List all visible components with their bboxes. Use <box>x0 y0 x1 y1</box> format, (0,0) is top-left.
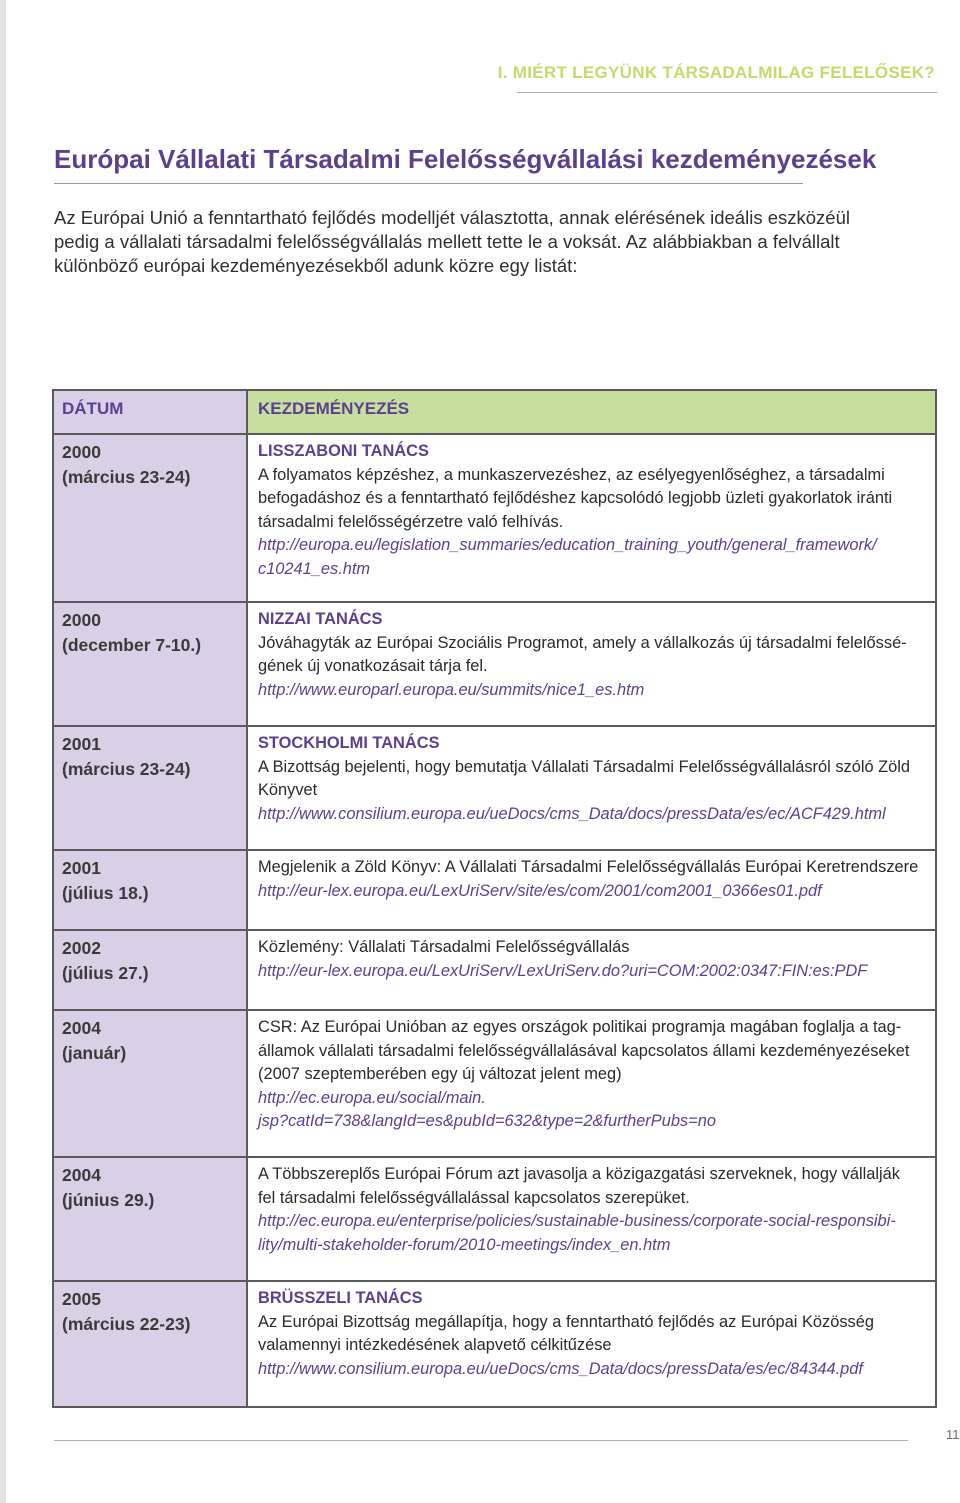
date-cell <box>54 851 248 929</box>
initiative-text: A Bizottság bejelenti, hogy bemutatja Vállalati Társadalmi Felelősségvállalásról szóló Zöld <box>258 757 911 776</box>
chapter-rule <box>517 92 937 93</box>
initiative-link[interactable]: http://eur-lex.europa.eu/LexUriServ/LexUriServ.do?uri=COM:2002:0347:FIN:es:PDF <box>258 961 868 980</box>
table-header <box>54 391 935 435</box>
initiative-link[interactable]: http://www.consilium.europa.eu/ueDocs/cms_Data/docs/pressData/es/ec/ACF429.html <box>258 804 886 823</box>
initiative-cell <box>248 727 935 849</box>
initiative-text: (2007 szeptemberében egy új változat jelent meg) <box>258 1065 622 1083</box>
date-year: 2001 <box>62 734 101 754</box>
initiative-cell <box>248 435 935 601</box>
initiative-text: Könyvet <box>258 781 318 799</box>
initiative-text: A folyamatos képzéshez, a munkaszervezéshez, az esélyegyenlőséghez, a társadalmi <box>258 465 885 484</box>
date-detail: (július 27.) <box>62 963 149 983</box>
initiative-text: társadalmi felelősségérzetre való felhívás. <box>258 512 564 531</box>
date-cell <box>54 435 248 601</box>
date-detail: (december 7-10.) <box>62 635 202 655</box>
initiative-link[interactable]: lity/multi-stakeholder-forum/2010-meetings/index_en.htm <box>258 1235 671 1254</box>
initiative-link[interactable]: jsp?catId=738&langId=es&pubId=632&type=2&furtherPubs=no <box>258 1112 716 1130</box>
date-year: 2002 <box>62 938 101 958</box>
page-number: 11 <box>946 1427 960 1442</box>
initiative-text: Jóváhagyták az Európai Szociális Programot, amely a vállalkozás új társadalmi felelőssé- <box>258 633 907 652</box>
table-row <box>54 1011 935 1158</box>
chapter-heading: I. MIÉRT LEGYÜNK TÁRSADALMILAG FELELŐSEK? <box>497 63 935 82</box>
table-row <box>54 851 935 931</box>
initiative-title: LISSZABONI TANÁCS <box>258 442 429 460</box>
date-detail: (július 18.) <box>62 883 149 903</box>
initiative-link[interactable]: http://ec.europa.eu/social/main. <box>258 1088 486 1107</box>
initiative-link[interactable]: http://ec.europa.eu/enterprise/policies/sustainable-business/corporate-social-responsibi- <box>258 1212 896 1230</box>
intro-line: Az Európai Unió a fenntartható fejlődés modelljét választotta, annak elérésének ideális eszközéül <box>54 207 850 228</box>
date-year: 2004 <box>62 1165 101 1185</box>
initiative-cell <box>248 1282 935 1406</box>
initiative-text: A Többszereplős Európai Fórum azt javasolja a közigazgatási szerveknek, hogy vállalják <box>258 1165 900 1183</box>
date-detail: (január) <box>62 1043 127 1063</box>
table-row <box>54 603 935 727</box>
initiative-text: gének új vonatkozásait tárja fel. <box>258 657 488 675</box>
date-year: 2004 <box>62 1018 101 1038</box>
date-detail: (március 22-23) <box>62 1314 191 1334</box>
date-cell <box>54 603 248 725</box>
initiative-link[interactable]: http://www.europarl.europa.eu/summits/nice1_es.htm <box>258 680 645 699</box>
initiative-cell <box>248 603 935 725</box>
initiative-link[interactable]: c10241_es.htm <box>258 559 371 578</box>
initiative-text: Az Európai Bizottság megállapítja, hogy a fenntartható fejlődés az Európai Közösség <box>258 1312 874 1331</box>
date-year: 2000 <box>62 610 101 630</box>
initiative-text: Megjelenik a Zöld Könyv: A Vállalati Társadalmi Felelősségvállalás Európai Keretrendszere <box>258 858 919 876</box>
date-detail: (március 23-24) <box>62 467 191 487</box>
initiative-cell <box>248 1158 935 1280</box>
initiative-text: Közlemény: Vállalati Társadalmi Felelősségvállalás <box>258 938 630 956</box>
table-row <box>54 435 935 603</box>
initiative-cell <box>248 1011 935 1156</box>
initiative-text: fel társadalmi felelősségvállalással kapcsolatos szerepüket. <box>258 1188 690 1207</box>
initiative-text: valamennyi intézkedésének alapvető célkitűzése <box>258 1336 612 1354</box>
date-cell <box>54 727 248 849</box>
date-detail: (március 23-24) <box>62 759 191 779</box>
intro-paragraph <box>54 206 914 278</box>
date-year: 2000 <box>62 442 101 462</box>
initiative-text: befogadáshoz és a fenntartható fejlődéshez kapcsolódó legjobb üzleti gyakorlatok iránti <box>258 489 893 507</box>
initiative-title: BRÜSSZELI TANÁCS <box>258 1289 423 1307</box>
table-row <box>54 1158 935 1282</box>
initiative-link[interactable]: http://www.consilium.europa.eu/ueDocs/cms_Data/docs/pressData/es/ec/84344.pdf <box>258 1359 863 1378</box>
date-detail: (június 29.) <box>62 1190 155 1210</box>
initiative-cell <box>248 931 935 1009</box>
table-row <box>54 931 935 1011</box>
initiative-cell <box>248 851 935 929</box>
page-title: Európai Vállalati Társadalmi Felelősségvállalási kezdeményezések <box>54 144 877 174</box>
table-row <box>54 1282 935 1406</box>
initiative-title: STOCKHOLMI TANÁCS <box>258 734 440 752</box>
title-rule <box>54 183 803 184</box>
initiative-link[interactable]: http://eur-lex.europa.eu/LexUriServ/site/es/com/2001/com2001_0366es01.pdf <box>258 881 822 900</box>
intro-line: különböző európai kezdeményezésekből adunk közre egy listát: <box>54 255 578 276</box>
intro-line: pedig a vállalati társadalmi felelősségvállalás mellett tette le a voksát. Az alábbiakban a felvállalt <box>54 231 840 252</box>
date-cell <box>54 1011 248 1156</box>
initiative-text: államok vállalati társadalmi felelősségvállalásával kapcsolatos állami kezdeményezéseket <box>258 1041 910 1060</box>
initiative-text: CSR: Az Európai Unióban az egyes országok politikai programja magában foglalja a tag- <box>258 1018 902 1036</box>
date-cell <box>54 1158 248 1280</box>
page-edge-rule <box>0 0 6 1503</box>
initiatives-table <box>52 389 937 1408</box>
initiative-link[interactable]: http://europa.eu/legislation_summaries/education_training_youth/general_framework/ <box>258 536 877 554</box>
date-year: 2001 <box>62 858 101 878</box>
date-year: 2005 <box>62 1289 101 1309</box>
footer-rule <box>54 1440 908 1441</box>
date-cell <box>54 931 248 1009</box>
initiative-title: NIZZAI TANÁCS <box>258 610 383 628</box>
header-date: DÁTUM <box>54 391 248 433</box>
table-row <box>54 727 935 851</box>
date-cell <box>54 1282 248 1406</box>
header-initiative: KEZDEMÉNYEZÉS <box>248 391 935 433</box>
